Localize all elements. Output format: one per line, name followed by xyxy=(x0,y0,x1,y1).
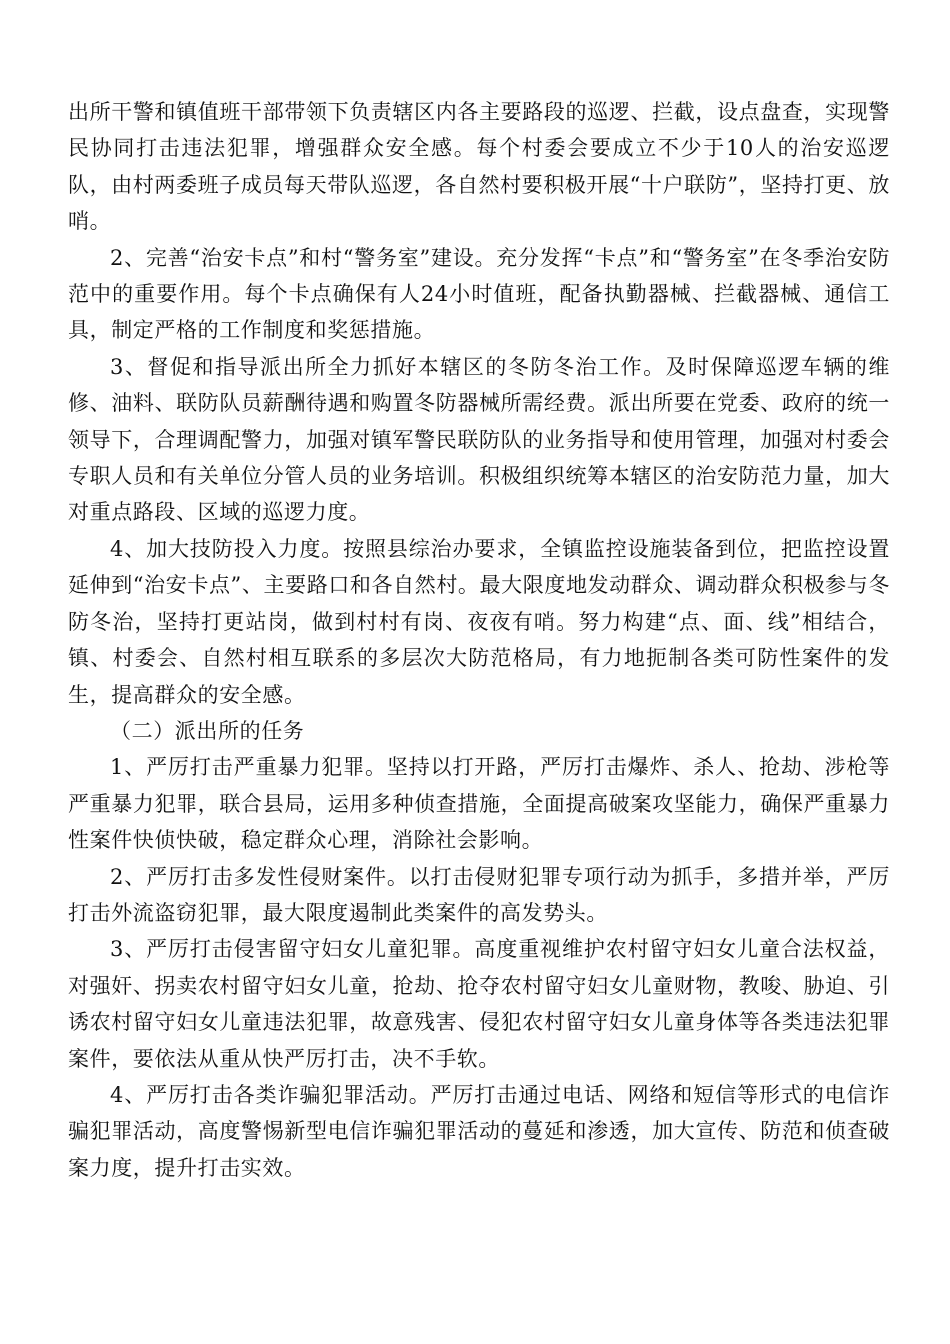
paragraph-task-3-left-behind: 3、严厉打击侵害留守妇女儿童犯罪。高度重视维护农村留守妇女儿童合法权益，对强奸、拐卖农村留守妇女儿童，抢劫、抢夺农村留守妇女儿童财物，教唆、胁迫、引诱农村留守妇女儿童违法犯罪，故意残害、侵犯农村留守妇女儿童身体等各类违法犯罪案件，要依法从重从快严厉打击，决不手软。 xyxy=(68,937,890,1071)
document-body xyxy=(68,94,890,1186)
section-heading: （二）派出所的任务 xyxy=(110,718,305,743)
paragraph-task-1-violent-crime: 1、严厉打击严重暴力犯罪。坚持以打开路，严厉打击爆炸、杀人、抢劫、涉枪等严重暴力犯罪，联合县局，运用多种侦查措施，全面提高破案攻坚能力，确保严重暴力性案件快侦快破，稳定群众心理，消除社会影响。 xyxy=(68,755,890,853)
paragraph-task-4-fraud: 4、严厉打击各类诈骗犯罪活动。严厉打击通过电话、网络和短信等形式的电信诈骗犯罪活动，高度警惕新型电信诈骗犯罪活动的蔓延和渗透，加大宣传、防范和侦查破案力度，提升打击实效。 xyxy=(68,1082,890,1180)
paragraph-item-4-tech-defense: 4、加大技防投入力度。按照县综治办要求，全镇监控设施装备到位，把监控设置延伸到“治安卡点”、主要路口和各自然村。最大限度地发动群众、调动群众积极参与冬防冬治，坚持打更站岗，做到村村有岗、夜夜有哨。努力构建“点、面、线”相结合，镇、村委会、自然村相互联系的多层次大防范格局，有力地扼制各类可防性案件的发生，提高群众的安全感。 xyxy=(68,536,890,707)
paragraph-task-2-property-crime: 2、严厉打击多发性侵财案件。以打击侵财犯罪专项行动为抓手，多措并举，严厉打击外流盗窃犯罪，最大限度遏制此类案件的高发势头。 xyxy=(68,864,890,925)
paragraph-continued: 出所干警和镇值班干部带领下负责辖区内各主要路段的巡逻、拦截，设点盘查，实现警民协同打击违法犯罪，增强群众安全感。每个村委会要成立不少于10人的治安巡逻队，由村两委班子成员每天带队巡逻，各自然村要积极开展“十户联防”，坚持打更、放哨。 xyxy=(68,100,890,234)
paragraph-item-3-police-station: 3、督促和指导派出所全力抓好本辖区的冬防冬治工作。及时保障巡逻车辆的维修、油料、联防队员薪酬待遇和购置冬防器械所需经费。派出所要在党委、政府的统一领导下，合理调配警力，加强对镇军警民联防队的业务指导和使用管理，加强对村委会专职人员和有关单位分管人员的业务培训。积极组织统筹本辖区的治安防范力量，加大对重点路段、区域的巡逻力度。 xyxy=(68,354,890,525)
paragraph-item-2-checkpoints: 2、完善“治安卡点”和村“警务室”建设。充分发挥“卡点”和“警务室”在冬季治安防范中的重要作用。每个卡点确保有人24小时值班，配备执勤器械、拦截器械、通信工具，制定严格的工作制度和奖惩措施。 xyxy=(68,245,890,343)
